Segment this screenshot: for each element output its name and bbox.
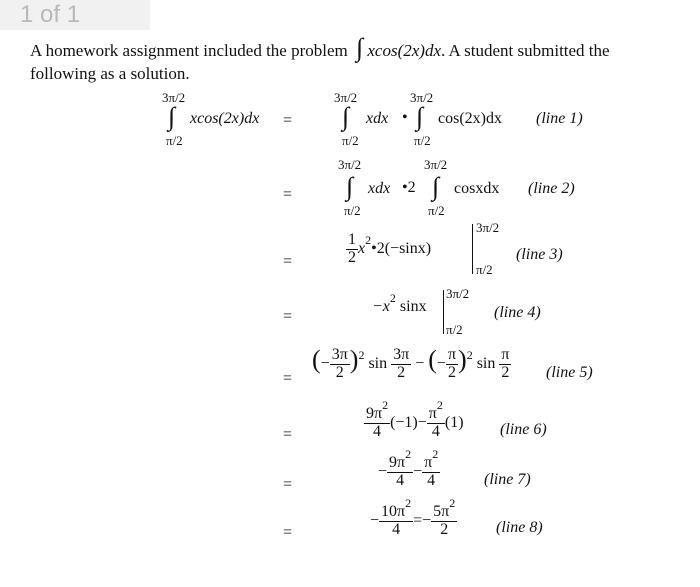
line1-upper-b: 3π/2: [410, 90, 434, 105]
line8-num-1-text: 10π: [381, 503, 406, 520]
line6-expression: [364, 398, 464, 441]
line5-num-2: π: [447, 346, 457, 364]
line5-sden-1: 2: [397, 363, 406, 381]
equals-line5: =: [283, 370, 293, 387]
line3-label: (line 3): [516, 246, 563, 263]
line5-sin-frac-2: [499, 347, 511, 382]
line4-upper: 3π/2: [446, 286, 470, 301]
line7-num-1: [387, 447, 413, 473]
equals-line4: =: [283, 308, 293, 325]
line1-term-b: cos(2x)dx: [438, 110, 502, 127]
line3-x: x: [358, 239, 366, 257]
line8-den-1: 4: [392, 520, 401, 538]
line7-den-1: 4: [396, 471, 405, 489]
line6-num-2: [427, 398, 445, 424]
line5-paren-open-2: (: [428, 345, 437, 374]
problem-tail: . A student submitted the: [441, 41, 610, 60]
line1-integral-a: ∫: [342, 102, 350, 131]
line5-paren-close-2: ): [458, 345, 467, 374]
line3-exp: 2: [365, 232, 372, 247]
line5-den-2: 2: [447, 363, 456, 381]
line7-minus: −: [413, 462, 423, 480]
equals-line6: =: [283, 426, 293, 443]
lhs-integral-sign: ∫: [168, 102, 176, 131]
line2-integral-a: ∫: [346, 172, 354, 201]
line6-den-2: 4: [431, 422, 440, 440]
line8-frac-2: [431, 496, 457, 539]
line8-expression: [370, 496, 457, 539]
line7-den-2: 4: [427, 471, 436, 489]
line2-lower-a: π/2: [344, 203, 361, 218]
line6-factor-1: (−1): [390, 413, 418, 431]
line5-sin-1: sin: [368, 355, 388, 372]
line7-num-2-text: π: [424, 454, 433, 471]
line7-frac-1: [387, 447, 413, 490]
integral-sign: ∫: [356, 33, 364, 62]
line5-sin-frac-1: [391, 347, 411, 382]
line2-upper-a: 3π/2: [338, 157, 362, 172]
line4-eval-bar: [443, 290, 444, 334]
line4-expression: [372, 291, 427, 316]
line5-neg-2: −: [436, 355, 446, 372]
equals-line1: =: [283, 112, 293, 129]
line4-x: −x: [372, 298, 390, 315]
equals-line7: =: [283, 476, 293, 493]
line2-term-a: xdx: [368, 180, 391, 197]
line7-frac-2: [422, 447, 440, 490]
line1-upper-a: 3π/2: [334, 90, 358, 105]
line5-expression: [312, 345, 511, 382]
line6-num-1-text: 9π: [366, 405, 383, 422]
line1-lower-a: π/2: [342, 133, 359, 148]
line2-upper-b: 3π/2: [424, 157, 448, 172]
line7-expression: [378, 447, 440, 490]
line5-label: (line 5): [546, 364, 593, 381]
line1-term-a: xdx: [366, 110, 389, 127]
line8-num-2-text: 5π: [433, 503, 450, 520]
line3-eval-bar: [472, 224, 473, 274]
line8-exp-2: 2: [449, 496, 456, 510]
line3-fraction: [346, 232, 358, 267]
line4-lower: π/2: [446, 322, 463, 337]
line1-dot: •: [402, 109, 408, 126]
line4-label: (line 4): [494, 304, 541, 321]
line8-neg-2: −: [422, 511, 432, 529]
line2-integral-b: ∫: [432, 172, 440, 201]
line8-equals: =: [413, 511, 423, 529]
line5-snum-1: 3π: [393, 346, 410, 364]
line5-exp-1: 2: [358, 348, 365, 362]
line5-den-1: 2: [335, 363, 344, 381]
lhs-upper-limit: 3π/2: [162, 90, 186, 105]
line2-term-b: cosxdx: [454, 180, 500, 197]
line3-frac-den: 2: [348, 248, 356, 266]
line8-neg-1: −: [370, 511, 380, 529]
line5-num-1: 3π: [331, 346, 348, 364]
line8-exp-1: 2: [405, 496, 412, 510]
line6-factor-2: (1): [444, 413, 464, 431]
line5-paren-close-1: ): [349, 345, 359, 374]
line6-num-2-text: π: [428, 405, 437, 422]
line3-upper: 3π/2: [476, 220, 500, 235]
line2-label: (line 2): [528, 180, 575, 197]
line8-frac-1: [379, 496, 413, 539]
line7-label: (line 7): [484, 471, 531, 488]
line1-label: (line 1): [536, 110, 583, 127]
line7-exp-1: 2: [405, 447, 412, 461]
line4-rest: sinx: [399, 298, 427, 315]
line6-exp-1: 2: [382, 398, 389, 412]
line3-frac-num: 1: [348, 231, 356, 248]
line6-exp-2: 2: [436, 398, 443, 412]
line6-frac-1: [364, 398, 390, 441]
line6-frac-2: [427, 398, 445, 441]
line7-num-1-text: 9π: [389, 454, 406, 471]
problem-statement: [30, 33, 610, 63]
line5-minus: −: [415, 355, 425, 372]
line1-integral-b: ∫: [416, 102, 424, 131]
problem-integrand: xcos(2x)dx: [367, 41, 441, 60]
line6-minus: −: [417, 413, 427, 431]
line5-snum-2: π: [501, 346, 510, 364]
line3-expression: [346, 232, 431, 267]
problem-line-2: following as a solution.: [30, 64, 190, 83]
line5-sin-2: sin: [476, 355, 496, 372]
line5-frac-2: [446, 347, 458, 382]
line6-label: (line 6): [500, 421, 547, 438]
page-indicator: 1 of 1: [20, 1, 81, 28]
line4-exp: 2: [389, 291, 396, 305]
equals-line2: =: [283, 186, 293, 203]
line8-num-1: [379, 496, 413, 522]
line8-label: (line 8): [496, 519, 543, 536]
equals-line3: =: [283, 253, 293, 270]
line1-lower-b: π/2: [414, 133, 431, 148]
line5-frac-1: [330, 347, 350, 382]
line2-lower-b: π/2: [428, 203, 445, 218]
line5-paren-open-1: (: [312, 345, 321, 374]
problem-intro: A homework assignment included the problem: [30, 41, 348, 60]
line6-num-1: [364, 398, 390, 424]
line5-neg-1: −: [320, 355, 330, 372]
lhs-lower-limit: π/2: [166, 133, 183, 148]
line8-den-2: 2: [440, 520, 449, 538]
line8-num-2: [431, 496, 457, 522]
line5-sden-2: 2: [501, 363, 510, 381]
line7-neg: −: [378, 462, 388, 480]
lhs-integrand: xcos(2x)dx: [190, 110, 260, 127]
line3-rest: •2(−sinx): [371, 239, 432, 257]
line2-mid: •2: [402, 179, 416, 196]
line7-num-2: [422, 447, 440, 473]
equals-line8: =: [283, 524, 293, 541]
line5-exp-2: 2: [466, 348, 473, 362]
line3-lower: π/2: [476, 262, 493, 277]
line7-exp-2: 2: [432, 447, 439, 461]
line6-den-1: 4: [373, 422, 382, 440]
